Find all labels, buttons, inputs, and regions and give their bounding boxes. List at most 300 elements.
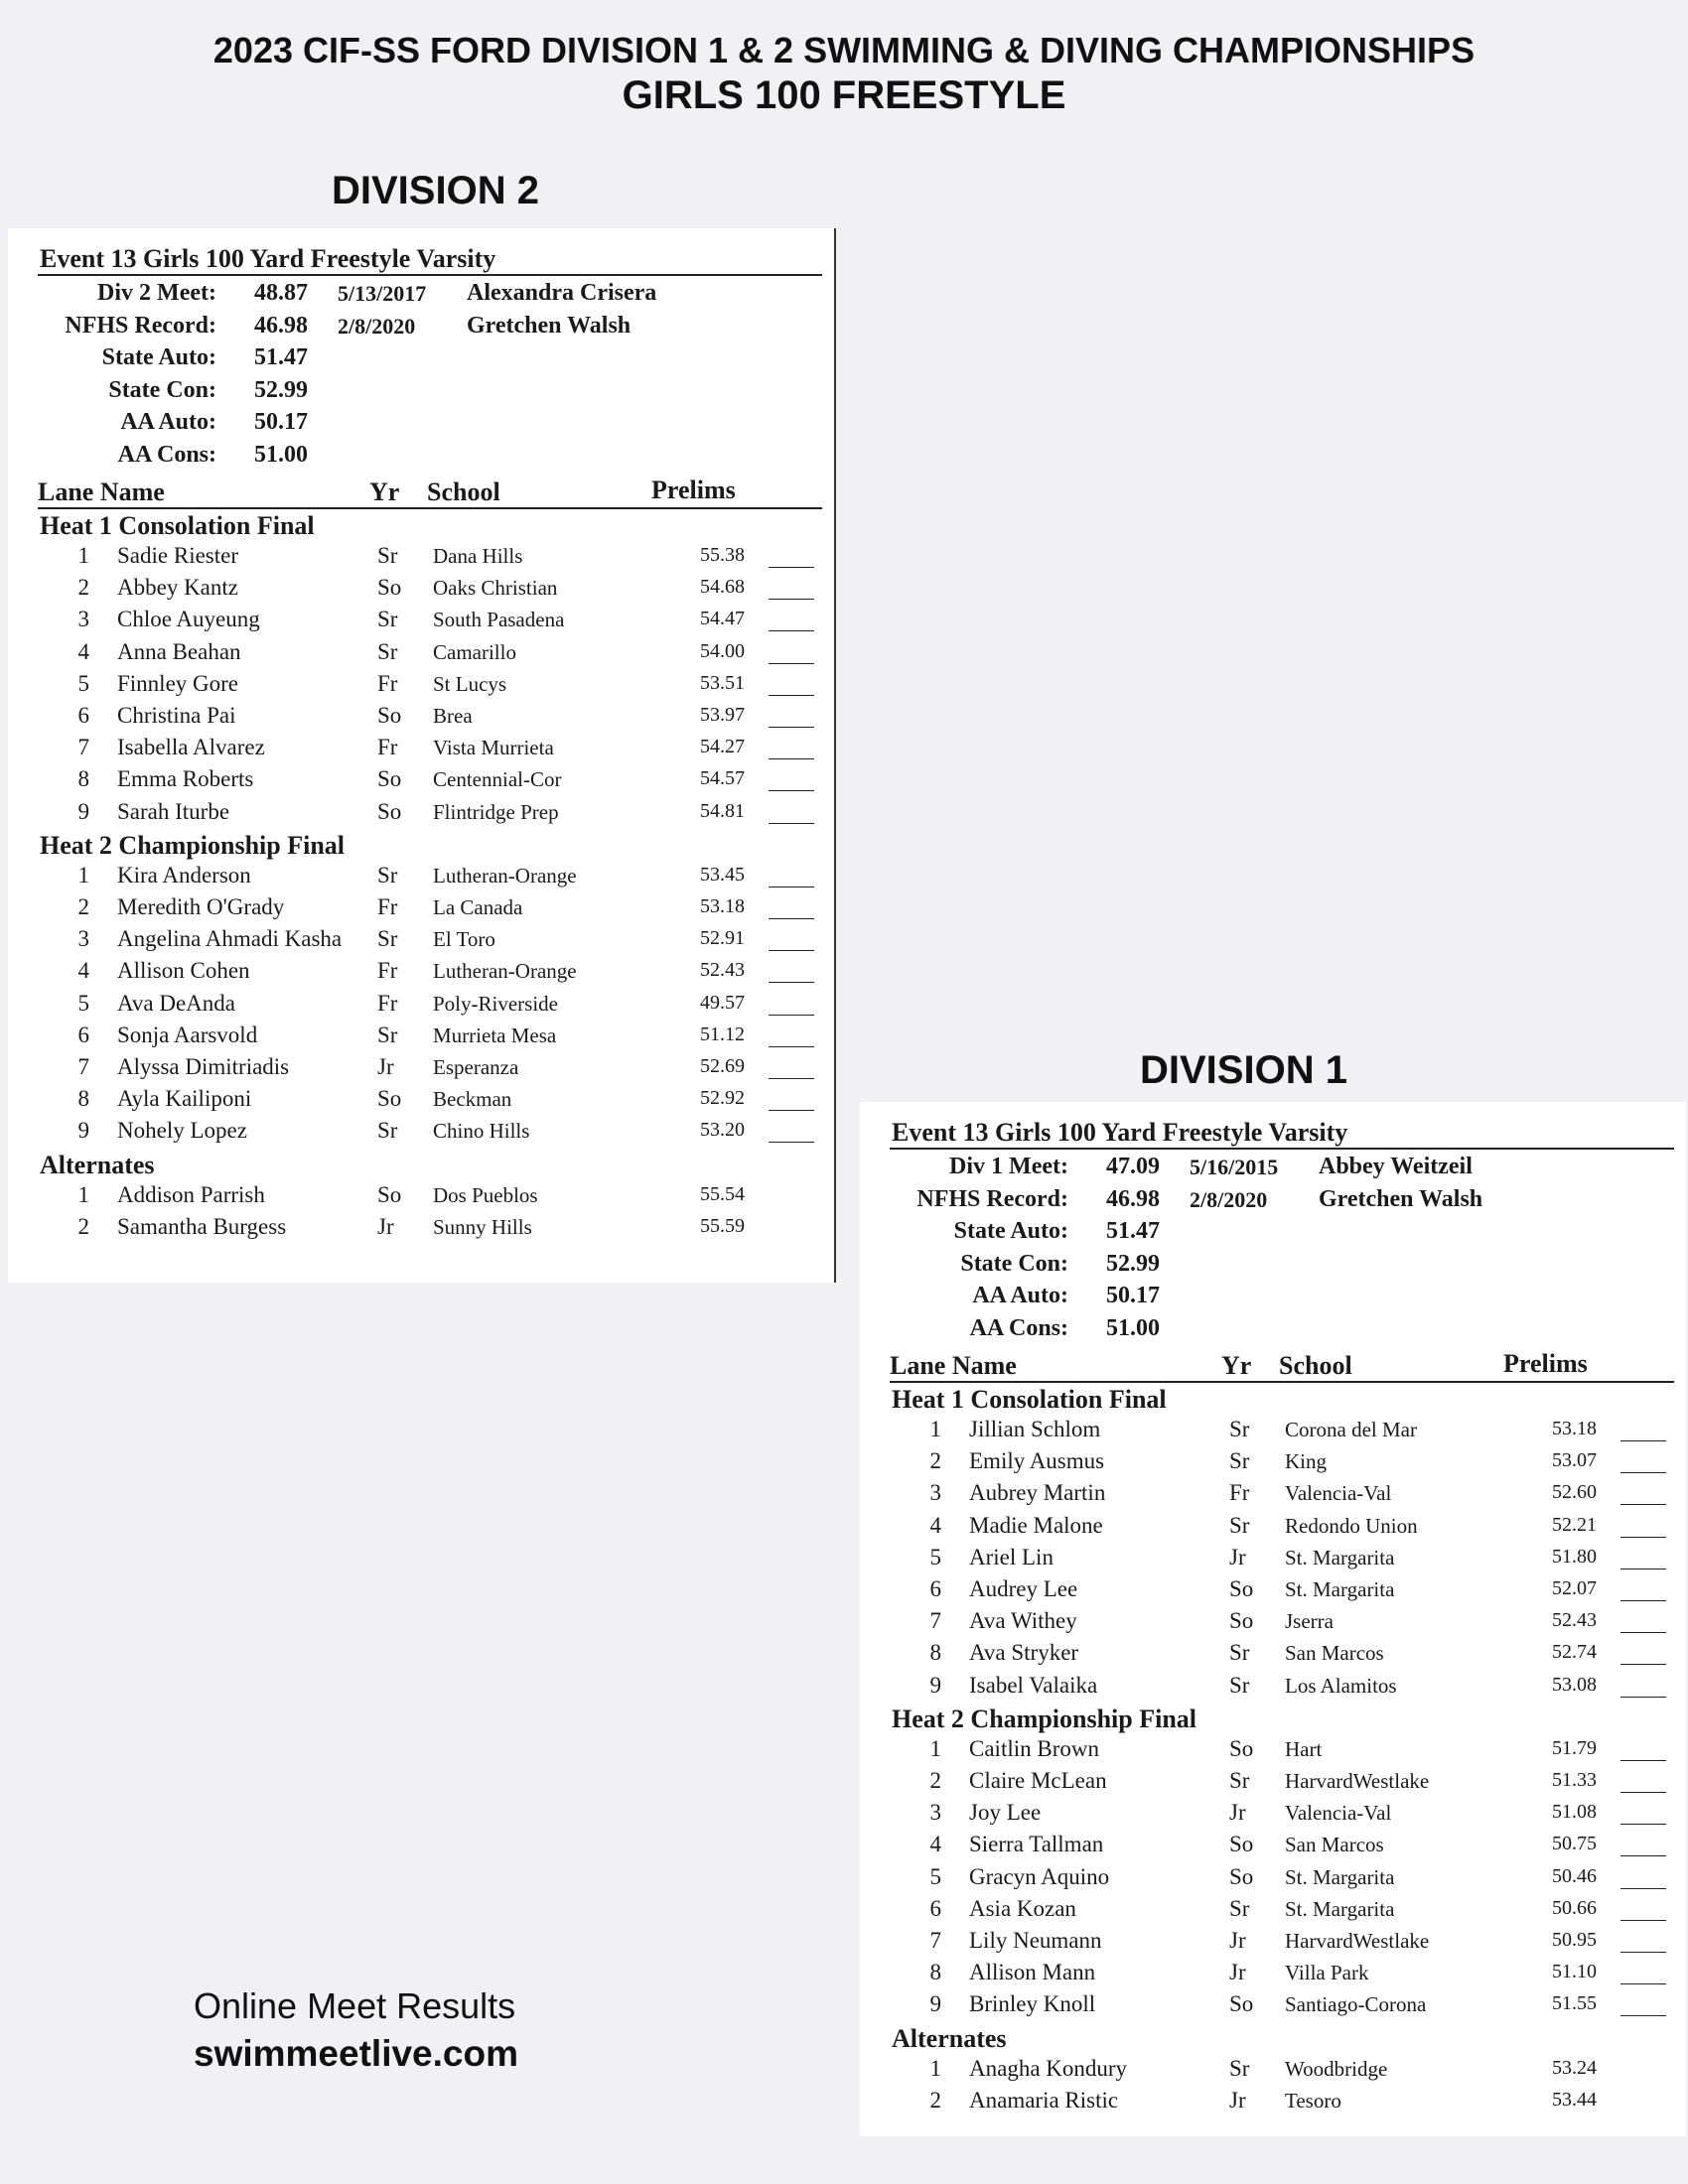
swimmer-name: Addison Parrish — [117, 1181, 265, 1207]
record-time: 50.17 — [254, 409, 308, 435]
school-name: Villa Park — [1285, 1961, 1369, 1985]
swimmer-year: So — [377, 1086, 402, 1112]
title-rule — [890, 1148, 1674, 1150]
lane-number: 8 — [77, 766, 89, 792]
finals-time-blank — [1620, 1930, 1666, 1953]
school-name: Beckman — [433, 1087, 512, 1112]
lane-number: 5 — [77, 670, 89, 696]
finals-time-blank — [769, 641, 814, 664]
lane-number: 4 — [77, 638, 89, 664]
record-holder: Abbey Weitzeil — [1319, 1154, 1473, 1179]
swimmer-name: Christina Pai — [117, 703, 236, 728]
swimmer-name: Ava Stryker — [969, 1640, 1079, 1666]
swimmer-year: Jr — [1229, 1800, 1246, 1826]
finals-time-blank — [769, 801, 814, 824]
division-2-results-sheet — [8, 228, 836, 1283]
swimmer-year: Sr — [1229, 1895, 1250, 1921]
finals-time-blank — [769, 1024, 814, 1047]
swimmer-name: Chloe Auyeung — [117, 607, 260, 632]
column-header-prelims: Prelims — [651, 476, 736, 504]
alternate-row — [860, 2088, 1674, 2119]
prelim-time: 51.10 — [1552, 1961, 1597, 1983]
prelim-time: 53.07 — [1552, 1449, 1597, 1472]
page-subtitle: GIRLS 100 FREESTYLE — [622, 73, 1066, 117]
record-holder: Gretchen Walsh — [1319, 1185, 1483, 1212]
swimmer-year: Sr — [377, 862, 398, 887]
record-time: 51.00 — [1106, 1314, 1160, 1341]
table-row — [8, 1023, 822, 1054]
table-row — [8, 607, 822, 638]
school-name: St Lucys — [433, 671, 507, 696]
swimmer-year: Jr — [377, 1213, 394, 1239]
record-label: AA Cons: — [969, 1314, 1068, 1341]
swimmer-name: Kira Anderson — [117, 862, 251, 887]
school-name: St. Margarita — [1285, 1864, 1395, 1889]
alternate-row — [8, 1214, 822, 1246]
lane-number: 4 — [929, 1832, 941, 1857]
finals-time-blank — [1620, 1642, 1666, 1665]
swimmer-year: Sr — [1229, 2055, 1250, 2081]
swimmer-year: So — [377, 1181, 402, 1207]
table-row — [8, 958, 822, 990]
finals-time-blank — [1620, 1866, 1666, 1889]
swimmer-name: Alyssa Dimitriadis — [117, 1054, 290, 1079]
prelim-time: 52.21 — [1552, 1513, 1597, 1536]
swimmer-year: Jr — [1229, 1928, 1246, 1953]
school-name: San Marcos — [1285, 1833, 1384, 1857]
prelim-time: 52.74 — [1552, 1641, 1597, 1664]
header-rule — [38, 507, 822, 509]
lane-number: 5 — [77, 990, 89, 1016]
table-row — [860, 1991, 1674, 2023]
table-row — [860, 1480, 1674, 1512]
lane-number: 7 — [77, 735, 89, 760]
finals-time-blank — [1620, 1450, 1666, 1473]
school-name: Esperanza — [433, 1055, 519, 1079]
swimmer-name: Isabella Alvarez — [117, 735, 265, 760]
swimmer-year: So — [377, 575, 402, 601]
record-holder: Alexandra Crisera — [467, 280, 657, 306]
heat-heading: Heat 1 Consolation Final — [40, 511, 315, 540]
swimmer-year: Jr — [1229, 1960, 1246, 1985]
swimmer-year: Sr — [1229, 1768, 1250, 1793]
finals-time-blank — [1620, 1898, 1666, 1921]
swimmer-year: Sr — [377, 1022, 398, 1047]
lane-number: 1 — [77, 1181, 89, 1207]
alternate-row — [860, 2056, 1674, 2088]
table-row — [860, 1417, 1674, 1448]
record-label: State Con: — [960, 1250, 1068, 1277]
finals-time-blank — [1620, 1834, 1666, 1856]
heat-heading: Heat 2 Championship Final — [892, 1704, 1197, 1733]
school-name: Woodbridge — [1285, 2056, 1388, 2081]
division-1-results-sheet — [860, 1102, 1686, 2136]
school-name: Chino Hills — [433, 1119, 530, 1144]
school-name: Hart — [1285, 1736, 1323, 1761]
prelim-time: 53.18 — [1552, 1418, 1597, 1439]
swimmer-year: Jr — [377, 1054, 394, 1079]
swimmer-year: Fr — [377, 990, 398, 1016]
swimmer-year: So — [377, 766, 402, 792]
prelim-time: 54.00 — [700, 639, 745, 662]
swimmer-year: So — [1229, 1832, 1254, 1857]
lane-number: 2 — [77, 1213, 89, 1239]
finals-time-blank — [1620, 1802, 1666, 1825]
finals-time-blank — [1620, 1419, 1666, 1441]
lane-number: 1 — [929, 2055, 941, 2081]
finals-time-blank — [769, 577, 814, 600]
table-row — [8, 671, 822, 703]
swimmer-name: Isabel Valaika — [969, 1672, 1098, 1698]
finals-time-blank — [769, 993, 814, 1016]
finals-time-blank — [1620, 1547, 1666, 1570]
finals-time-blank — [769, 896, 814, 919]
swimmer-name: Anna Beahan — [117, 638, 241, 664]
prelim-time: 51.79 — [1552, 1736, 1597, 1759]
lane-number: 2 — [929, 2087, 941, 2113]
table-row — [8, 1086, 822, 1118]
table-row — [8, 639, 822, 671]
table-row — [860, 1673, 1674, 1705]
lane-number: 8 — [929, 1640, 941, 1666]
school-name: Valencia-Val — [1285, 1801, 1392, 1826]
prelim-time: 55.38 — [700, 544, 745, 566]
table-row — [860, 1513, 1674, 1545]
column-header-prelims: Prelims — [1503, 1349, 1588, 1378]
prelim-time: 51.33 — [1552, 1769, 1597, 1791]
prelim-time: 51.08 — [1552, 1801, 1597, 1824]
swimmer-year: Sr — [1229, 1448, 1250, 1474]
record-date: 2/8/2020 — [1190, 1186, 1268, 1212]
prelim-time: 49.57 — [700, 991, 745, 1014]
record-time: 51.47 — [1106, 1218, 1160, 1244]
swimmer-name: Emily Ausmus — [969, 1448, 1105, 1474]
prelim-time: 51.12 — [700, 1023, 745, 1045]
school-name: Tesoro — [1285, 2088, 1341, 2113]
record-label: State Auto: — [101, 344, 216, 370]
column-header-yr: Yr — [369, 478, 400, 506]
swimmer-year: Fr — [1229, 1480, 1250, 1506]
event-title: Event 13 Girls 100 Yard Freestyle Varsity — [892, 1118, 1348, 1147]
swimmer-name: Ayla Kailiponi — [117, 1086, 252, 1112]
swimmer-year: Sr — [377, 926, 398, 952]
prelim-time: 53.18 — [700, 895, 745, 917]
lane-number: 8 — [77, 1086, 89, 1112]
school-name: St. Margarita — [1285, 1577, 1395, 1601]
title-rule — [38, 274, 822, 276]
school-name: Valencia-Val — [1285, 1481, 1392, 1506]
swimmer-name: Jillian Schlom — [969, 1417, 1101, 1441]
prelim-time: 54.81 — [700, 799, 745, 822]
finals-time-blank — [769, 673, 814, 696]
lane-number: 1 — [929, 1735, 941, 1761]
table-row — [8, 1118, 822, 1150]
lane-number: 3 — [77, 607, 89, 632]
lane-number: 2 — [929, 1768, 941, 1793]
swimmer-name: Angelina Ahmadi Kasha — [117, 926, 343, 952]
prelim-time: 53.51 — [700, 671, 745, 694]
swimmer-name: Caitlin Brown — [969, 1735, 1099, 1761]
table-row — [8, 894, 822, 926]
swimmer-year: So — [1229, 1608, 1254, 1634]
swimmer-name: Finnley Gore — [117, 670, 239, 696]
school-name: La Canada — [433, 895, 523, 919]
swimmer-year: Jr — [1229, 1544, 1246, 1570]
lane-number: 1 — [77, 543, 89, 568]
finals-time-blank — [769, 1120, 814, 1143]
record-date: 2/8/2020 — [338, 313, 416, 339]
swimmer-year: So — [1229, 1863, 1254, 1889]
table-row — [860, 1832, 1674, 1863]
prelim-time: 50.66 — [1552, 1896, 1597, 1919]
swimmer-name: Aubrey Martin — [969, 1480, 1106, 1506]
school-name: Dos Pueblos — [433, 1182, 538, 1207]
swimmer-name: Allison Mann — [969, 1960, 1096, 1985]
lane-number: 9 — [77, 798, 89, 824]
table-row — [860, 1768, 1674, 1800]
column-header-school: School — [427, 478, 500, 506]
alternates-heading: Alternates — [892, 2023, 1007, 2053]
prelim-time: 52.43 — [1552, 1609, 1597, 1632]
heat-heading: Heat 1 Consolation Final — [892, 1385, 1167, 1414]
swimmer-year: So — [377, 798, 402, 824]
table-row — [8, 863, 822, 894]
record-time: 52.99 — [254, 376, 308, 403]
finals-time-blank — [769, 960, 814, 983]
lane-number: 3 — [77, 926, 89, 952]
column-header-lane-name: Lane Name — [38, 478, 165, 506]
record-time: 47.09 — [1106, 1154, 1160, 1179]
swimmer-year: Fr — [377, 670, 398, 696]
school-name: Centennial-Cor — [433, 767, 562, 792]
swimmer-name: Audrey Lee — [969, 1576, 1078, 1601]
finals-time-blank — [769, 768, 814, 791]
lane-number: 7 — [929, 1608, 941, 1634]
footer-website-link[interactable]: swimmeetlive.com — [194, 2033, 518, 2074]
swimmer-year: Sr — [1229, 1417, 1250, 1441]
table-row — [8, 991, 822, 1023]
swimmer-name: Ava Withey — [969, 1608, 1077, 1634]
prelim-time: 55.54 — [700, 1182, 745, 1205]
swimmer-name: Madie Malone — [969, 1512, 1103, 1538]
table-row — [860, 1800, 1674, 1832]
lane-number: 1 — [77, 862, 89, 887]
finals-time-blank — [769, 545, 814, 568]
table-row — [860, 1864, 1674, 1896]
lane-number: 6 — [929, 1895, 941, 1921]
school-name: Flintridge Prep — [433, 799, 559, 824]
prelim-time: 51.80 — [1552, 1545, 1597, 1568]
swimmer-name: Sonja Aarsvold — [117, 1022, 258, 1047]
prelim-time: 52.91 — [700, 927, 745, 950]
table-row — [860, 1608, 1674, 1640]
finals-time-blank — [1620, 1962, 1666, 1984]
record-time: 46.98 — [1106, 1185, 1160, 1212]
record-label: Div 1 Meet: — [949, 1154, 1068, 1179]
swimmer-name: Brinley Knoll — [969, 1991, 1096, 2017]
table-row — [8, 575, 822, 607]
school-name: HarvardWestlake — [1285, 1769, 1430, 1793]
lane-number: 9 — [77, 1118, 89, 1144]
lane-number: 9 — [929, 1672, 941, 1698]
swimmer-name: Allison Cohen — [117, 958, 250, 984]
table-row — [860, 1896, 1674, 1928]
school-name: South Pasadena — [433, 608, 565, 632]
column-header-lane-name: Lane Name — [890, 1351, 1017, 1380]
swimmer-name: Abbey Kantz — [117, 575, 238, 601]
swimmer-year: Sr — [1229, 1512, 1250, 1538]
finals-time-blank — [769, 865, 814, 887]
finals-time-blank — [1620, 1578, 1666, 1601]
swimmer-year: Fr — [377, 894, 398, 919]
table-row — [8, 766, 822, 798]
swimmer-name: Sadie Riester — [117, 543, 238, 568]
finals-time-blank — [769, 1088, 814, 1111]
record-time: 51.00 — [254, 441, 308, 468]
swimmer-year: So — [377, 703, 402, 728]
school-name: Corona del Mar — [1285, 1418, 1417, 1441]
record-label: NFHS Record: — [65, 312, 216, 339]
swimmer-name: Sarah Iturbe — [117, 798, 230, 824]
lane-number: 5 — [929, 1544, 941, 1570]
swimmer-name: Samantha Burgess — [117, 1213, 287, 1239]
swimmer-name: Gracyn Aquino — [969, 1863, 1110, 1889]
prelim-time: 53.24 — [1552, 2056, 1597, 2079]
swimmer-name: Lily Neumann — [969, 1928, 1102, 1953]
record-label: AA Cons: — [117, 441, 216, 468]
record-label: AA Auto: — [120, 409, 216, 435]
record-label: Div 2 Meet: — [97, 280, 216, 306]
record-time: 48.87 — [254, 280, 308, 306]
record-label: State Auto: — [953, 1218, 1068, 1244]
division-2-label: DIVISION 2 — [332, 169, 539, 212]
finals-time-blank — [769, 609, 814, 631]
finals-time-blank — [769, 928, 814, 951]
table-row — [8, 735, 822, 766]
lane-number: 8 — [929, 1960, 941, 1985]
record-time: 46.98 — [254, 312, 308, 339]
prelim-time: 51.55 — [1552, 1992, 1597, 2015]
lane-number: 4 — [929, 1512, 941, 1538]
swimmer-year: Sr — [377, 607, 398, 632]
school-name: Dana Hills — [433, 544, 523, 568]
prelim-time: 53.08 — [1552, 1673, 1597, 1696]
school-name: Camarillo — [433, 639, 516, 664]
prelim-time: 53.45 — [700, 863, 745, 886]
swimmer-year: Sr — [1229, 1672, 1250, 1698]
finals-time-blank — [1620, 1610, 1666, 1633]
school-name: HarvardWestlake — [1285, 1929, 1430, 1953]
swimmer-year: So — [1229, 1576, 1254, 1601]
school-name: Redondo Union — [1285, 1513, 1418, 1538]
lane-number: 7 — [77, 1054, 89, 1079]
table-row — [860, 1736, 1674, 1768]
lane-number: 4 — [77, 958, 89, 984]
school-name: Santiago-Corona — [1285, 1992, 1427, 2017]
swimmer-name: Asia Kozan — [969, 1895, 1076, 1921]
school-name: Brea — [433, 704, 473, 728]
table-row — [860, 1928, 1674, 1960]
swimmer-name: Anagha Kondury — [969, 2055, 1128, 2081]
finals-time-blank — [769, 1056, 814, 1079]
school-name: Oaks Christian — [433, 576, 558, 601]
lane-number: 5 — [929, 1863, 941, 1889]
swimmer-name: Anamaria Ristic — [969, 2087, 1119, 2113]
lane-number: 2 — [77, 575, 89, 601]
prelim-time: 50.95 — [1552, 1929, 1597, 1951]
swimmer-year: Jr — [1229, 2087, 1246, 2113]
lane-number: 2 — [929, 1448, 941, 1474]
swimmer-name: Sierra Tallman — [969, 1832, 1104, 1857]
division-1-label: DIVISION 1 — [1140, 1048, 1347, 1092]
prelim-time: 52.07 — [1552, 1577, 1597, 1599]
column-header-yr: Yr — [1221, 1351, 1252, 1380]
record-date: 5/13/2017 — [338, 281, 427, 306]
swimmer-name: Ariel Lin — [969, 1544, 1054, 1570]
event-title: Event 13 Girls 100 Yard Freestyle Varsity — [40, 244, 496, 273]
record-label: AA Auto: — [972, 1283, 1068, 1308]
prelim-time: 54.57 — [700, 767, 745, 790]
school-name: Lutheran-Orange — [433, 959, 577, 984]
school-name: Lutheran-Orange — [433, 863, 577, 887]
prelim-time: 55.59 — [700, 1214, 745, 1237]
alternates-heading: Alternates — [40, 1150, 155, 1179]
table-row — [860, 1576, 1674, 1608]
swimmer-year: Sr — [377, 638, 398, 664]
record-holder: Gretchen Walsh — [467, 312, 632, 339]
swimmer-name: Meredith O'Grady — [117, 894, 285, 919]
heat-heading: Heat 2 Championship Final — [40, 830, 346, 860]
record-time: 52.99 — [1106, 1250, 1160, 1277]
lane-number: 7 — [929, 1928, 941, 1953]
table-row — [860, 1640, 1674, 1672]
school-name: Vista Murrieta — [433, 736, 554, 760]
record-label: State Con: — [108, 376, 216, 403]
school-name: King — [1285, 1449, 1327, 1474]
prelim-time: 52.60 — [1552, 1481, 1597, 1504]
lane-number: 3 — [929, 1480, 941, 1506]
lane-number: 1 — [929, 1417, 941, 1441]
prelim-time: 52.92 — [700, 1087, 745, 1110]
prelim-time: 52.69 — [700, 1055, 745, 1077]
record-time: 51.47 — [254, 344, 308, 370]
alternate-row — [8, 1182, 822, 1214]
swimmer-name: Joy Lee — [969, 1800, 1042, 1826]
prelim-time: 50.75 — [1552, 1833, 1597, 1855]
school-name: Jserra — [1285, 1609, 1334, 1634]
finals-time-blank — [1620, 1993, 1666, 2016]
prelim-time: 52.43 — [700, 959, 745, 982]
record-label: NFHS Record: — [916, 1185, 1068, 1212]
table-row — [8, 799, 822, 831]
table-row — [8, 926, 822, 958]
swimmer-name: Nohely Lopez — [117, 1118, 247, 1144]
school-name: San Marcos — [1285, 1641, 1384, 1666]
table-row — [8, 1054, 822, 1086]
swimmer-name: Ava DeAnda — [117, 990, 235, 1016]
table-row — [8, 703, 822, 735]
school-name: St. Margarita — [1285, 1896, 1395, 1921]
finals-time-blank — [1620, 1482, 1666, 1505]
school-name: Los Alamitos — [1285, 1673, 1397, 1698]
lane-number: 2 — [77, 894, 89, 919]
table-row — [8, 543, 822, 575]
lane-number: 9 — [929, 1991, 941, 2017]
school-name: El Toro — [433, 927, 495, 952]
prelim-time: 54.47 — [700, 608, 745, 630]
school-name: Murrieta Mesa — [433, 1023, 557, 1047]
swimmer-year: So — [1229, 1735, 1254, 1761]
